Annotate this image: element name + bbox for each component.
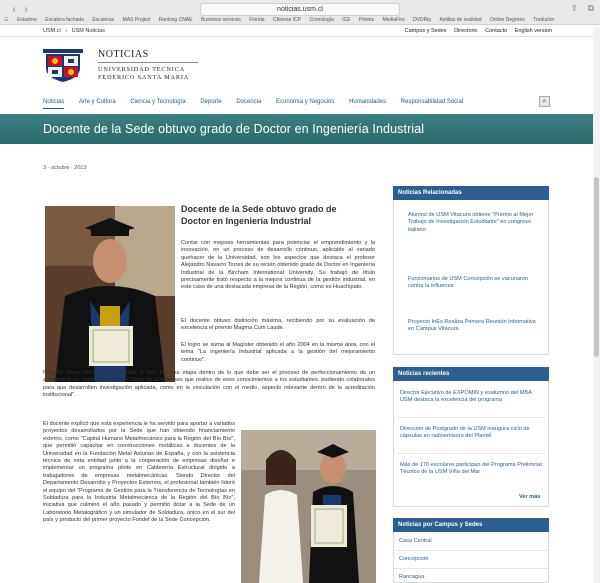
main-nav xyxy=(43,96,553,108)
campus-news-header: Noticias por Campus y Sedes xyxy=(393,518,549,532)
bookmark-item[interactable]: Online Degrees xyxy=(489,17,525,23)
link-directorio[interactable]: Directorio xyxy=(454,28,478,34)
back-icon[interactable]: ‹ xyxy=(12,4,16,15)
logo-divider xyxy=(98,62,198,63)
article-photo-family xyxy=(241,430,376,583)
logo-university: UNIVERSIDAD TECNICA xyxy=(98,66,185,73)
bookmark-item[interactable]: Estadore xyxy=(16,17,37,23)
link-contacto[interactable]: Contacto xyxy=(485,28,508,34)
article-paragraph-2: El docente obtuvo distinción máxima, recibiendo por su evaluación de excelencia el premio Magma Cum Laude. xyxy=(181,318,375,332)
nav-humanidades[interactable]: Humanidades xyxy=(349,99,387,105)
logo-title: NOTICIAS xyxy=(98,49,149,60)
campus-item-concepcion[interactable]: Concepción xyxy=(399,556,429,562)
see-more-link[interactable]: Ver más xyxy=(519,494,541,500)
breadcrumb-noticias[interactable]: USM Noticias xyxy=(71,28,105,34)
related-news-header: Noticias Relacionadas xyxy=(393,186,549,200)
bookmark-item[interactable]: DVDRip xyxy=(413,17,432,23)
page-scrollbar[interactable] xyxy=(593,27,600,583)
recent-news-item[interactable]: Dirección de Postgrado de la USM inaugura ciclo de cápsulas en radioemisora del Plantel xyxy=(400,426,530,440)
campus-item-rancagua[interactable]: Rancagua xyxy=(399,574,425,580)
bookmark-item[interactable]: Escaleras xyxy=(92,17,115,23)
nav-noticias[interactable]: Noticias xyxy=(43,96,64,109)
divider xyxy=(394,550,548,551)
breadcrumb-usm[interactable]: USM.cl xyxy=(43,28,61,34)
bookmark-item[interactable]: ICE xyxy=(342,17,351,23)
campus-item-casa-central[interactable]: Casa Central xyxy=(399,538,432,544)
recent-news-item[interactable]: Director Ejecutivo de EXPOMIN y exalumno del MBA USM destaca la excelencia del programa xyxy=(400,390,532,404)
utility-bar xyxy=(0,26,600,37)
nav-economia-negocios[interactable]: Economía y Negocios xyxy=(276,99,335,105)
recent-news-item[interactable]: Más de 170 escolares participan del Programa Preliminar Técnico de la USM Viña del Mar xyxy=(400,462,543,476)
share-icon[interactable]: ⇪ xyxy=(570,3,578,13)
related-news-item[interactable]: Funcionarios de USM Concepción se vacunaron contra la influenza xyxy=(408,276,529,290)
bookmark-item[interactable]: Cronología xyxy=(309,17,334,23)
bookmark-item[interactable]: Florida xyxy=(249,17,265,23)
article-date: 3 · octubre · 2013 xyxy=(43,165,87,171)
bookmark-item[interactable]: Astillas de realidad xyxy=(439,17,482,23)
article-photo-graduate xyxy=(45,206,175,382)
link-campus-sedes[interactable]: Campus y Sedes xyxy=(404,28,447,34)
related-news-item[interactable]: Proyecto InEs Realiza Primera Reunión Informativa en Campus Vitacura xyxy=(408,319,536,333)
nav-responsabilidad-social[interactable]: Responsabilidad Social xyxy=(400,99,464,105)
nav-ciencia-tecnologia[interactable]: Ciencia y Tecnología xyxy=(130,99,186,105)
address-bar[interactable]: noticias.usm.cl xyxy=(200,3,400,16)
article-paragraph-1: Contar con mejores herramientas para potenciar el emprendimiento y la innovación, en un proceso de desarrollo continuo, aplicable al variado quehacer de la Universidad, son los aspectos que destaca el profesor Alejandro Navarro Torres de su recién obtenido grado de Doctor en Ingeniería Industrial de la Bircham International University. Su trabajo de título precisamente trató respecto a la mejora continua de la gestión industrial, en este caso de una destacada empresa de la Región, como es Huachipato. xyxy=(181,240,375,291)
bookmark-item[interactable]: MediaFire xyxy=(382,17,405,23)
divider xyxy=(397,453,545,454)
bookmark-item[interactable]: Chinese ICP xyxy=(272,17,302,23)
nav-arte-cultura[interactable]: Arte y Cultura xyxy=(79,99,116,105)
search-icon[interactable]: ⌕ xyxy=(539,96,550,107)
bookmark-item[interactable]: Traductor xyxy=(533,17,555,23)
link-english[interactable]: English version xyxy=(514,28,552,34)
bookmarks-bar xyxy=(0,16,600,26)
article-paragraph-5: El docente explicó que esta experiencia le ha servido para aportar a variados proyectos desarrollados por la Sede que han obtenido financiamiento externo, como "Capital Humano Metalmecánico para la Región del Bío Bío", que permitió capacitar en construcciones metálicas a docentes de la Universidad en la Fundación Metal Asturias de España, y con la asistencia técnica de esta entidad junto a la cooperación de empresas diseñar e implementar un programa piloto en Calderería Estructural dirigido a trabajadores de empresas metalmecánicas. Siendo Director del Departamento Desarrollo y Proyectos Externos, el profesional también lideró el equipo del "Programa de Gestión para la Transferencia de Tecnologías en Soldadura para la Industria Metalmecánica de la Región del Bío Bío", iniciativa que culminó el año pasado y permitió dotar a la Sede de un Laboratorio Metalográfico y un simulador de Soldadura, único en el sur del país y producto del primer proyecto Fondef de la Sede Concepción. xyxy=(43,421,235,524)
forward-icon[interactable]: › xyxy=(24,4,28,15)
divider xyxy=(397,417,545,418)
nav-deporte[interactable]: Deporte xyxy=(200,99,222,105)
utility-links xyxy=(399,28,552,34)
bookmark-item[interactable]: Pilotes xyxy=(359,17,375,23)
logo-university-name: FEDERICO SANTA MARIA xyxy=(98,74,190,81)
scrollbar-thumb[interactable] xyxy=(594,177,599,357)
breadcrumb-separator: › xyxy=(65,28,68,34)
title-banner xyxy=(0,114,600,144)
nav-docencia[interactable]: Docencia xyxy=(236,99,262,105)
university-crest-icon xyxy=(43,49,83,82)
article-paragraph-3: El logro se suma al Magíster obtenido el año 2004 en la misma área, con el tema "La ingeniería industrial aplicada a la gestión del mejoramiento continuo". xyxy=(181,342,375,363)
bookmark-item[interactable]: MAS Project xyxy=(122,17,151,23)
tabs-icon[interactable]: ⧉ xyxy=(587,3,594,13)
bookmarks-icon[interactable]: ☰ xyxy=(4,17,9,23)
bookmark-item[interactable]: Escalera fachada xyxy=(45,17,84,23)
divider xyxy=(394,568,548,569)
recent-news-header: Noticias recientes xyxy=(393,367,549,381)
bookmark-item[interactable]: Ranking CNAE xyxy=(158,17,193,23)
bookmark-item[interactable]: Business services xyxy=(200,17,241,23)
related-news-item[interactable]: Alumno de USM Vitacura obtiene "Premio al Mejor Trabajo de Investigación Estudiante" en congreso italiano xyxy=(408,212,534,233)
page-title: Docente de la Sede obtuvo grado de Doctor en Ingeniería Industrial xyxy=(43,122,425,136)
article-paragraph-4: Navarro Torres indicó que su grado si bien fue una etapa dentro de lo que debe ser el proceso de perfeccionamiento de un académico, su importancia radica "tanto en el traspaso que realice de esos conocimientos a los estudiantes, pudiendo colaborales para que desarrollen investigación aplicada, como en la vinculación con el medio, aspecto relevante dentro de la acreditación institucional". xyxy=(43,370,375,399)
article-title: Docente de la Sede obtuvo grado de Doctor en Ingeniería Industrial xyxy=(181,204,337,226)
breadcrumb xyxy=(43,28,108,34)
